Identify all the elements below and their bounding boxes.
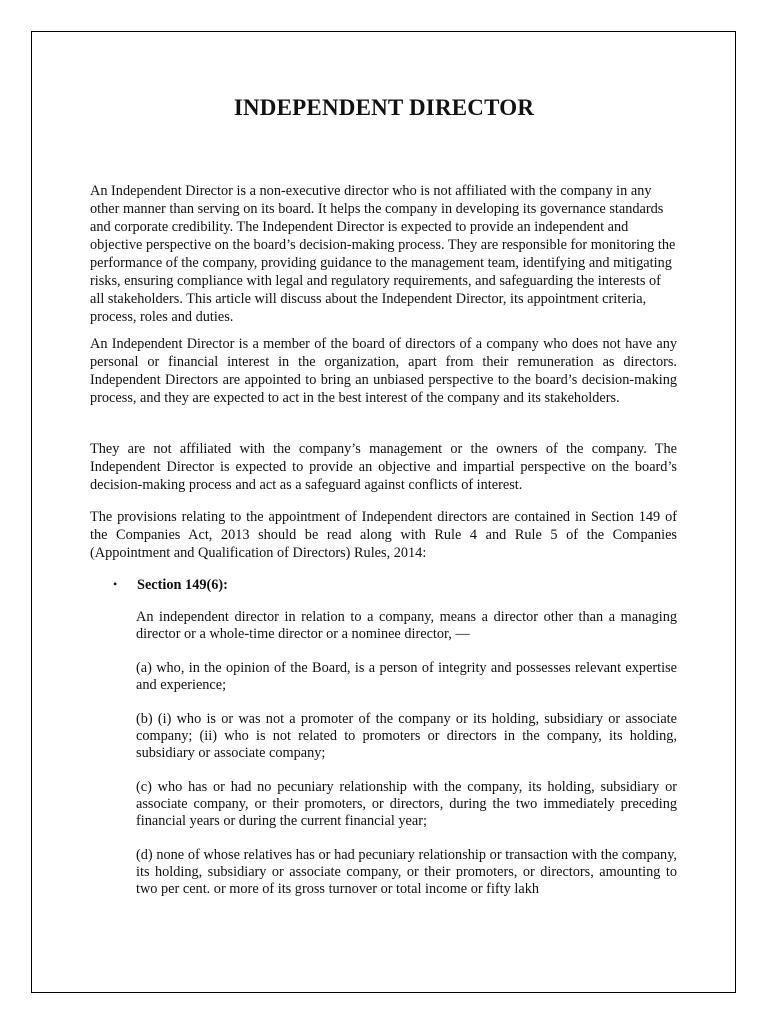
- affiliation-paragraph: They are not affiliated with the company’s management or the owners of the company. The Independent Director is expected to provide an objective and impartial perspective on the board’s decision-making process and act as a safeguard against conflicts of interest.: [90, 441, 677, 493]
- section-definition-text: An independent director in relation to a company, means a director other than a managing director or a whole-time director or a nominee director, —: [136, 609, 677, 642]
- clause-d: (d) none of whose relatives has or had pecuniary relationship or transaction with the company, its holding, subsidiary or associate company, or their promoters, or directors, amounting to two per cent. or more of its gross turnover or total income or fifty lakh: [136, 847, 677, 897]
- section-heading: Section 149(6):: [137, 577, 228, 593]
- clause-b: (b) (i) who is or was not a promoter of the company or its holding, subsidiary or associate company; (ii) who is not related to promoters or directors in the company, its holding, subsidiary or associate company;: [136, 711, 677, 761]
- clause-c: (c) who has or had no pecuniary relationship with the company, its holding, subsidiary or associate company, or their promoters, or directors, during the two immediately preceding financial years or during the current financial year;: [136, 779, 677, 829]
- provisions-paragraph: The provisions relating to the appointment of Independent directors are contained in Section 149 of the Companies Act, 2013 should be read along with Rule 4 and Rule 5 of the Companies (Appointment and Qualification of Directors) Rules, 2014:: [90, 509, 677, 561]
- document-title: INDEPENDENT DIRECTOR: [233, 95, 535, 120]
- bullet-icon: •: [113, 577, 118, 591]
- definition-paragraph: An Independent Director is a member of the board of directors of a company who does not have any personal or financial interest in the organization, apart from their remuneration as directors. Independent Directors are appointed to bring an unbiased perspective to the board’s decision-making process, and they are expected to act in the best interest of the company and its stakeholders.: [90, 336, 677, 406]
- intro-paragraph: An Independent Director is a non-executive director who is not affiliated with the company in any other manner than serving on its board. It helps the company in developing its governance standards and corporate credibility. The Independent Director is expected to provide an independent and objective perspective on the board’s decision-making process. They are responsible for monitoring the performance of the company, providing guidance to the management team, identifying and mitigating risks, ensuring compliance with legal and regulatory requirements, and safeguarding the interests of all stakeholders. This article will discuss about the Independent Director, its appointment criteria, process, roles and duties.: [90, 183, 676, 325]
- clause-a: (a) who, in the opinion of the Board, is a person of integrity and possesses relevant expertise and experience;: [136, 660, 677, 693]
